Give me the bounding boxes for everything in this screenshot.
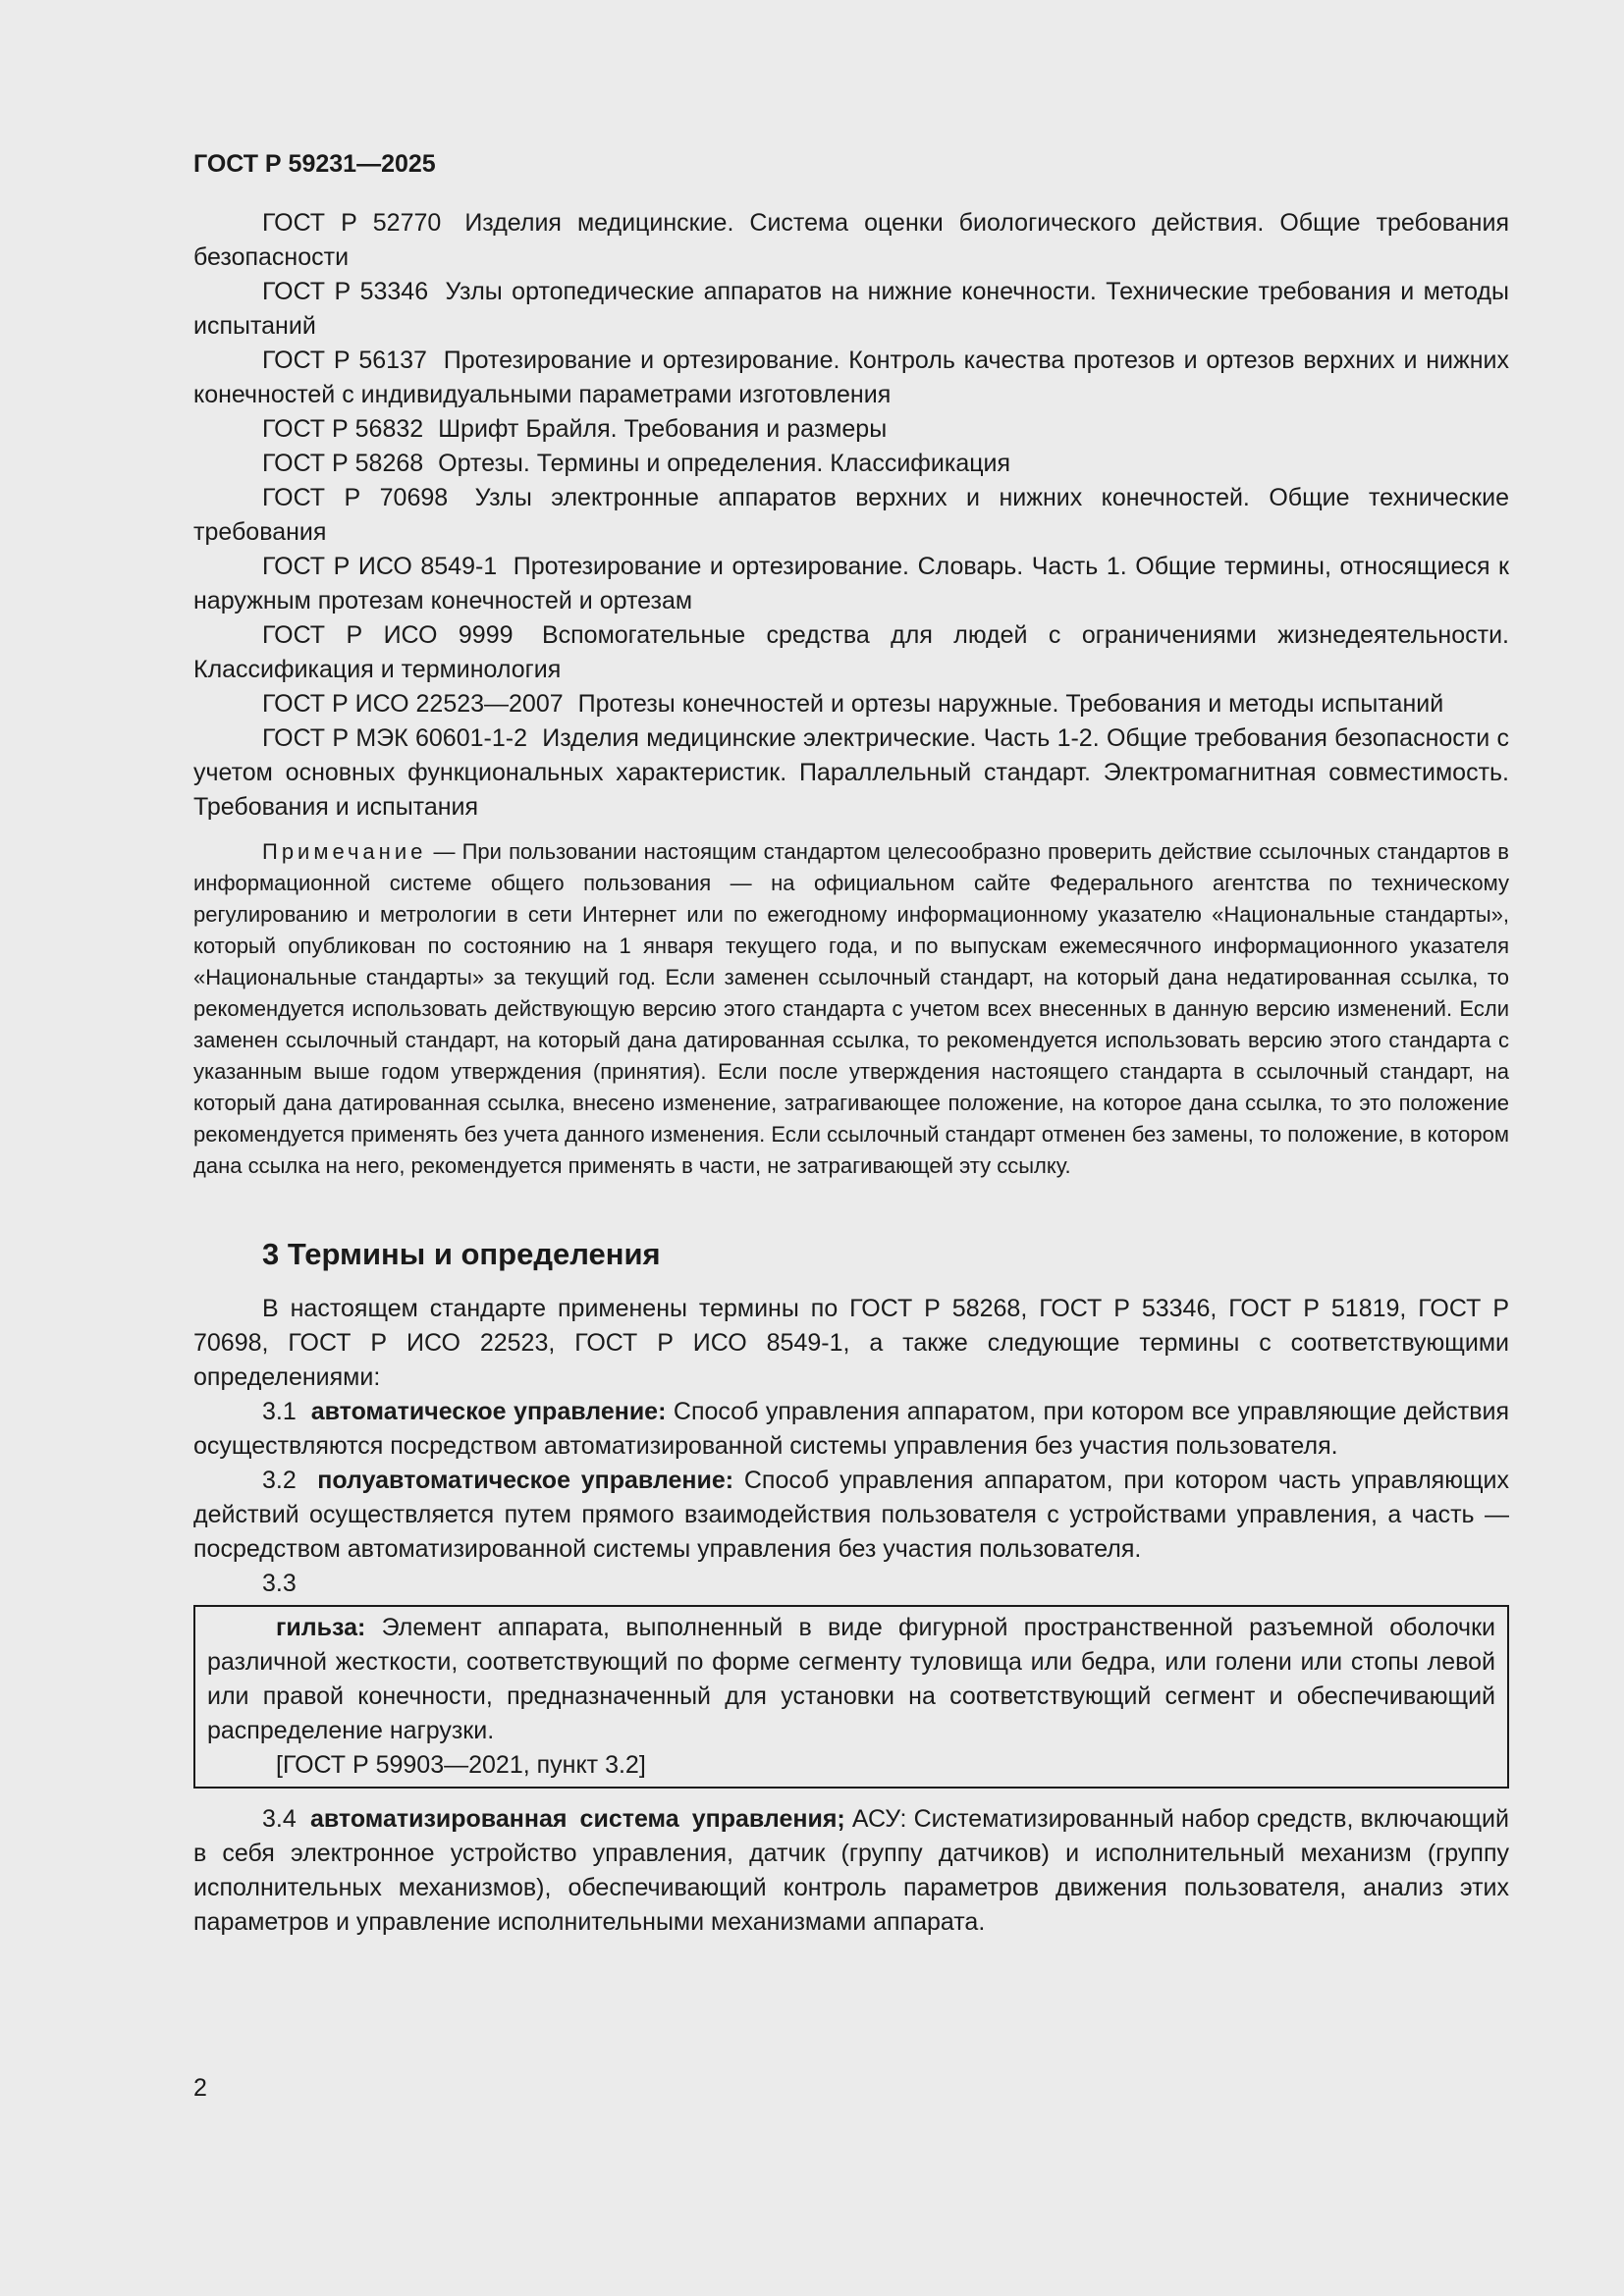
term-number: 3.4	[262, 1805, 297, 1833]
normative-references-list	[193, 206, 1509, 825]
reference-item	[193, 412, 1509, 447]
reference-title: Изделия медицинские электрические. Часть 1-2. Общие требования безопасности с учетом основных функциональных характеристик. Параллельный стандарт. Электромагнитная совместимость. Требования и испытания	[193, 724, 1510, 821]
section-title: 3 Термины и определения	[262, 1237, 661, 1271]
reference-code: ГОСТ Р МЭК 60601-1-2	[262, 724, 527, 752]
term-entry-3-1	[193, 1395, 1509, 1464]
reference-item	[193, 275, 1509, 344]
reference-title: Протезирование и ортезирование. Словарь. Часть 1. Общие термины, относящиеся к наружным протезам конечностей и ортезам	[193, 553, 1509, 614]
term-name: автоматизированная система управления;	[309, 1805, 845, 1833]
term-name: полуавтоматическое управление:	[317, 1467, 734, 1494]
references-note	[193, 836, 1509, 1182]
term-entry-3-4	[193, 1802, 1509, 1940]
reference-item	[193, 447, 1509, 481]
document-header: ГОСТ Р 59231—2025	[193, 150, 436, 178]
reference-title: Протезирование и ортезирование. Контроль качества протезов и ортезов верхних и нижних конечностей с индивидуальными параметрами изготовления	[193, 347, 1510, 408]
reference-code: ГОСТ Р ИСО 22523—2007	[262, 690, 564, 718]
reference-code: ГОСТ Р 70698	[262, 484, 449, 511]
reference-code: ГОСТ Р ИСО 9999	[262, 621, 514, 649]
document-page	[193, 147, 1509, 1940]
reference-item	[193, 481, 1509, 550]
reference-code: ГОСТ Р 53346	[262, 278, 429, 305]
page-number: 2	[193, 2074, 207, 2102]
reference-title: Шрифт Брайля. Требования и размеры	[438, 415, 888, 443]
term-definition: Способ управления аппаратом, при котором все управляющие действия осуществляются посредством автоматизированной системы управления без участия пользователя.	[193, 1398, 1509, 1460]
reference-code: ГОСТ Р 56137	[262, 347, 427, 374]
reference-title: Изделия медицинские. Система оценки биологического действия. Общие требования безопасности	[193, 209, 1509, 271]
reference-item	[193, 618, 1509, 687]
reference-title: Узлы электронные аппаратов верхних и нижних конечностей. Общие технические требования	[193, 484, 1509, 546]
term-entry-3-3	[207, 1611, 1495, 1748]
reference-title: Узлы ортопедические аппаратов на нижние конечности. Технические требования и методы испытаний	[193, 278, 1509, 340]
reference-code: ГОСТ Р 52770	[262, 209, 442, 237]
term-entry-3-2	[193, 1464, 1509, 1567]
reference-title: Протезы конечностей и ортезы наружные. Требования и методы испытаний	[577, 690, 1444, 718]
reference-item	[193, 206, 1509, 275]
term-source: [ГОСТ Р 59903—2021, пункт 3.2]	[276, 1751, 646, 1779]
reference-item	[193, 344, 1509, 412]
reference-item	[193, 687, 1509, 721]
section-intro: В настоящем стандарте применены термины по ГОСТ Р 58268, ГОСТ Р 53346, ГОСТ Р 51819, ГОСТ Р 70698, ГОСТ Р ИСО 22523, ГОСТ Р ИСО 8549-1, а также следующие термины с соответствующими определениями:	[193, 1295, 1509, 1391]
reference-code: ГОСТ Р ИСО 8549-1	[262, 553, 498, 580]
reference-item	[193, 721, 1509, 825]
term-name: автоматическое управление:	[310, 1398, 667, 1425]
reference-item	[193, 550, 1509, 618]
reference-code: ГОСТ Р 56832	[262, 415, 424, 443]
term-name: гильза:	[276, 1614, 366, 1641]
term-definition: Способ управления аппаратом, при котором часть управляющих действий осуществляется путем прямого взаимодействия пользователя с устройствами управления, а часть — посредством автоматизированной системы управления без участия пользователя.	[193, 1467, 1509, 1563]
reference-code: ГОСТ Р 58268	[262, 450, 424, 477]
note-label: Примечание	[262, 839, 427, 864]
boxed-term-entry-3-3	[193, 1605, 1509, 1789]
reference-title: Вспомогательные средства для людей с ограничениями жизнедеятельности. Классификация и терминология	[193, 621, 1510, 683]
term-definition: Элемент аппарата, выполненный в виде фигурной пространственной разъемной оболочки различной жесткости, соответствующий по форме сегменту туловища или бедра, или голени или стопы левой или правой конечности, предназначенный для установки на соответствующий сегмент и обеспечивающий распределение нагрузки.	[207, 1614, 1495, 1744]
term-number-3-3: 3.3	[262, 1570, 297, 1597]
reference-title: Ортезы. Термины и определения. Классификация	[438, 450, 1011, 477]
note-text: — При пользовании настоящим стандартом целесообразно проверить действие ссылочных стандартов в информационной системе общего пользования — на официальном сайте Федерального агентства по техническому регулированию и метрологии в сети Интернет или по ежегодному информационному указателю «Национальные стандарты», который опубликован по состоянию на 1 января текущего года, и по выпускам ежемесячного информационного указателя «Национальные стандарты» за текущий год. Если заменен ссылочный стандарт, на который дана недатированная ссылка, то рекомендуется использовать действующую версию этого стандарта с учетом всех внесенных в данную версию изменений. Если заменен ссылочный стандарт, на который дана датированная ссылка, то рекомендуется использовать версию этого стандарта с указанным выше годом утверждения (принятия). Если после утверждения настоящего стандарта в ссылочный стандарт, на который дана датированная ссылка, внесено изменение, затрагивающее положение, на которое дана ссылка, то это положение рекомендуется применять без учета данного изменения. Если ссылочный стандарт отменен без замены, то положение, в котором дана ссылка на него, рекомендуется применять в части, не затрагивающей эту ссылку.	[193, 839, 1509, 1178]
term-definition: АСУ: Систематизированный набор средств, включающий в себя электронное устройство управления, датчик (группу датчиков) и исполнительный механизм (группу исполнительных механизмов), обеспечивающий контроль параметров движения пользователя, анализ этих параметров и управление исполнительными механизмами аппарата.	[193, 1805, 1509, 1936]
term-number: 3.2	[262, 1467, 297, 1494]
term-number: 3.1	[262, 1398, 297, 1425]
